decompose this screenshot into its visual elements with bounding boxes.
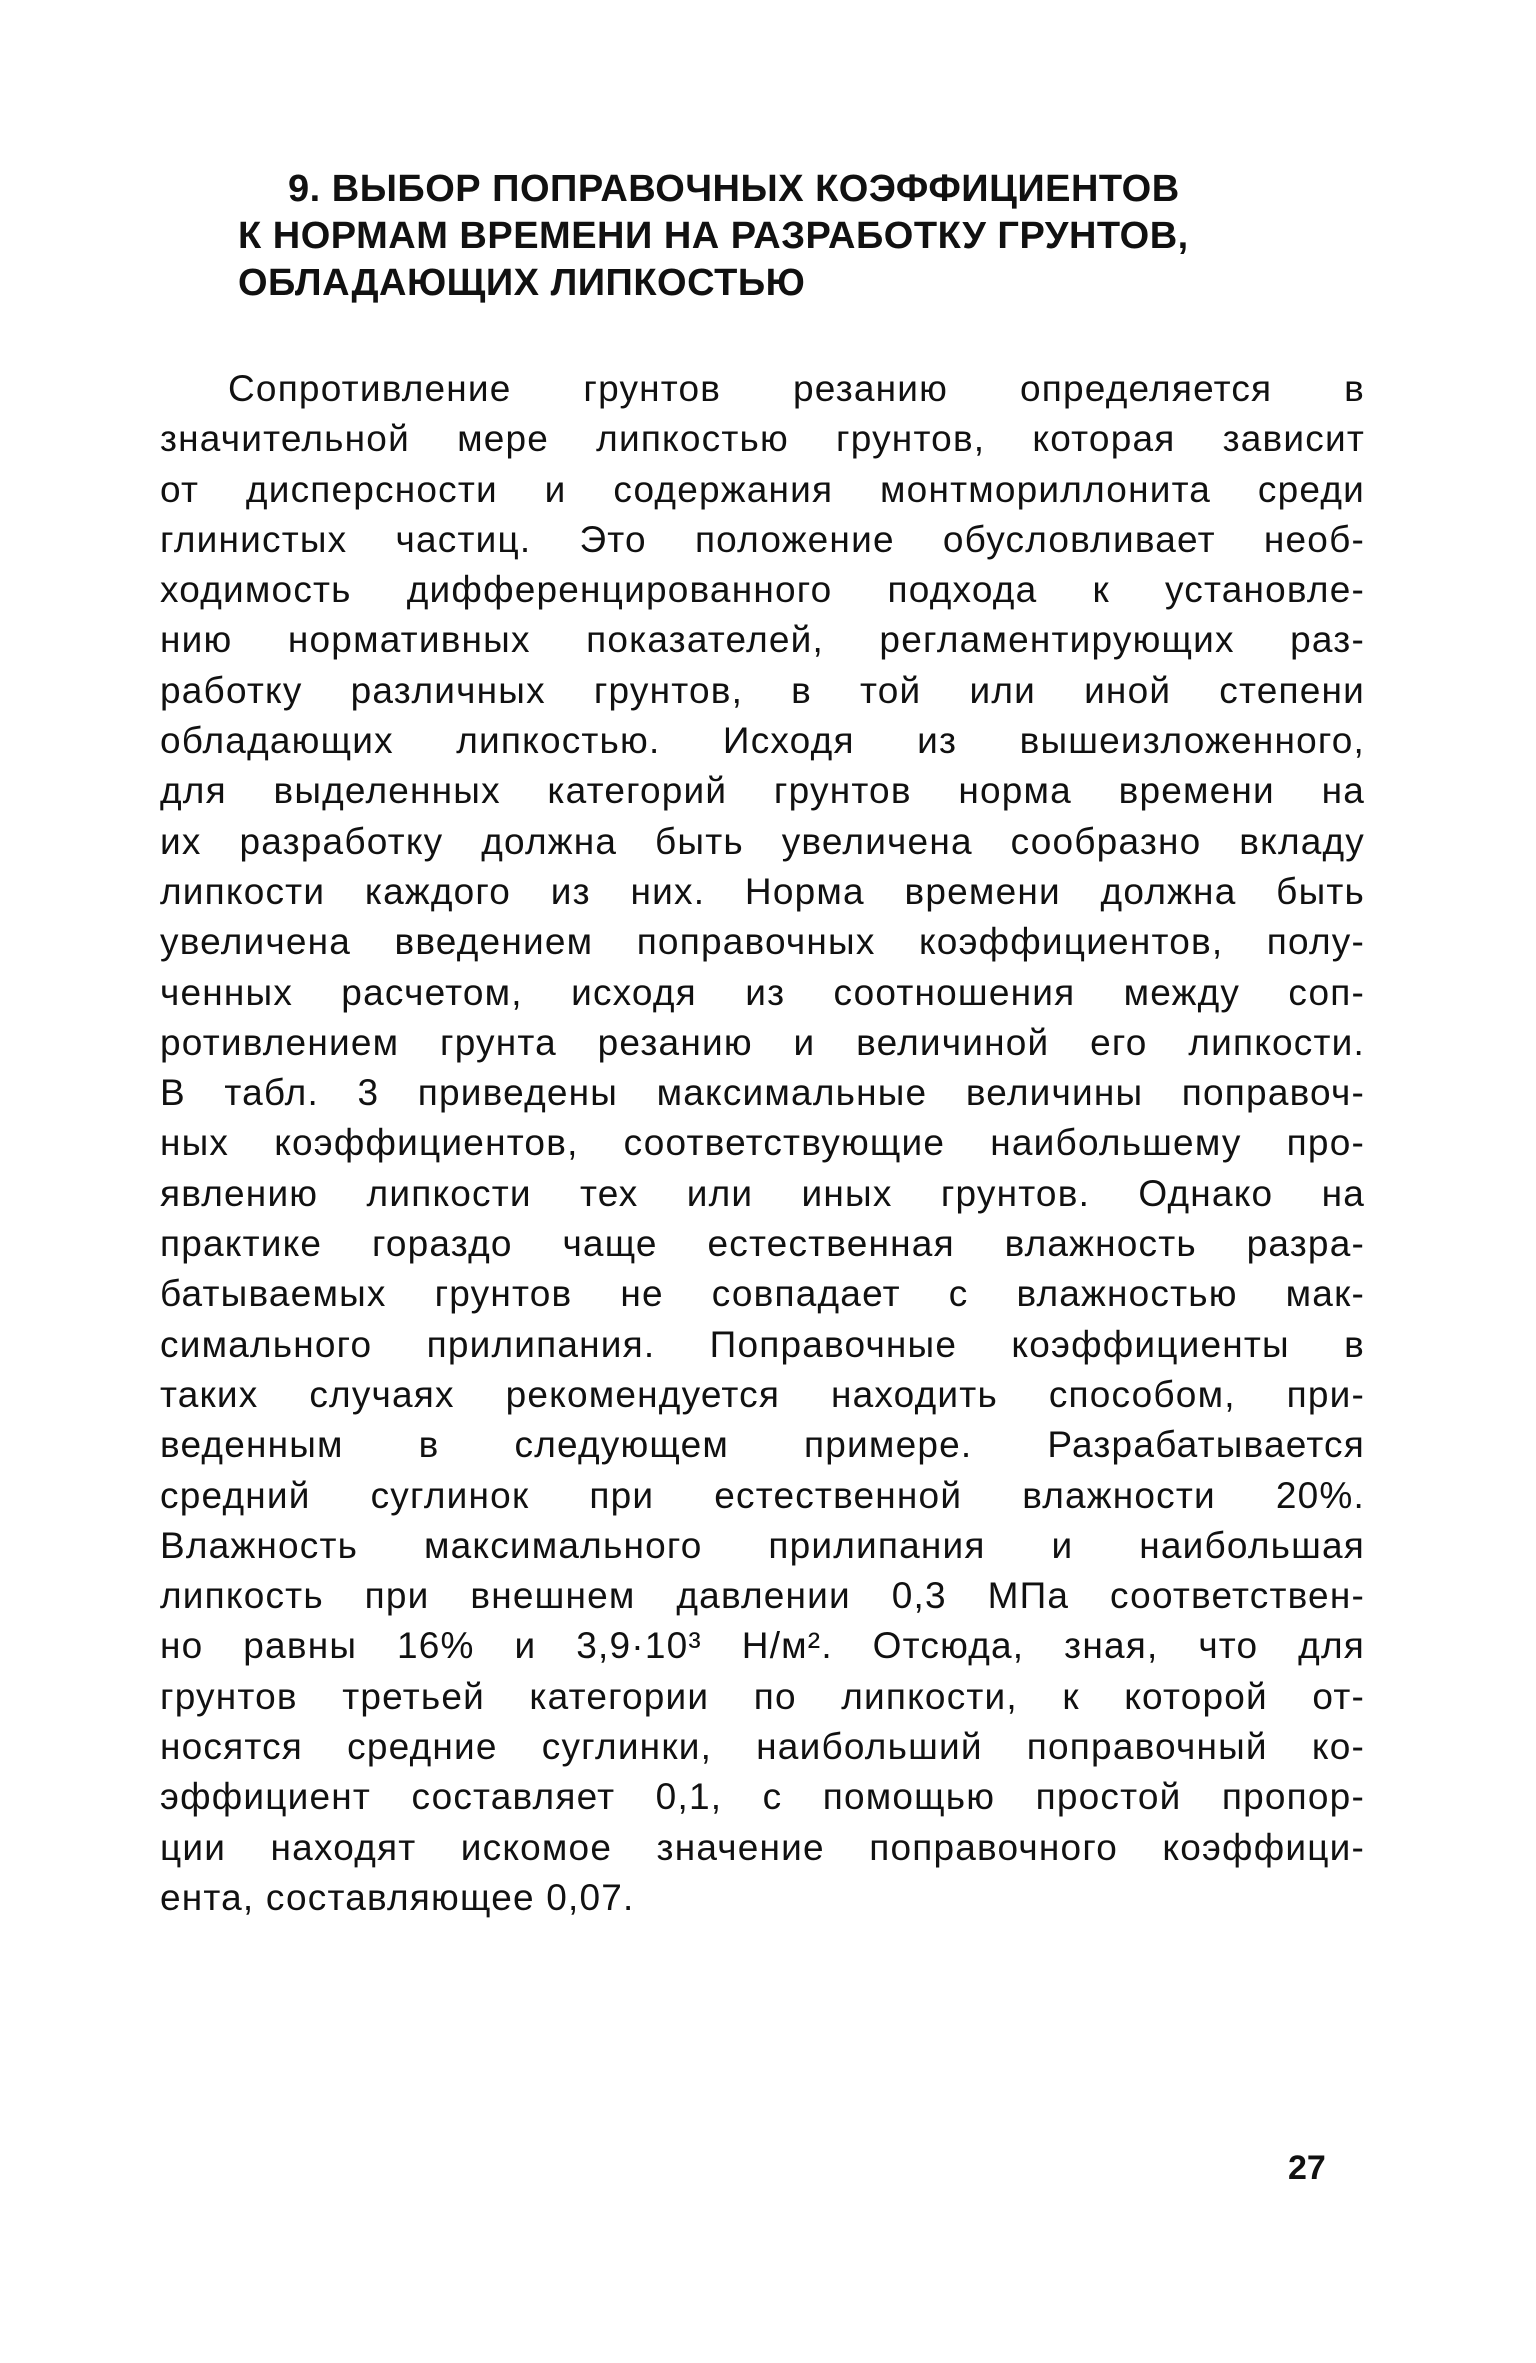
- text-line: ротивлением грунта резанию и величиной его липкости.: [160, 1021, 1365, 1063]
- text-line: таких случаях рекомендуется находить способом, при-: [160, 1373, 1365, 1415]
- heading-line: К НОРМАМ ВРЕМЕНИ НА РАЗРАБОТКУ ГРУНТОВ,: [238, 215, 1189, 257]
- text-line: явлению липкости тех или иных грунтов. Однако на: [160, 1172, 1365, 1214]
- section-heading: [238, 166, 1258, 307]
- text-line: их разработку должна быть увеличена сообразно вкладу: [160, 820, 1365, 862]
- text-line: практике гораздо чаще естественная влажность разра-: [160, 1223, 1365, 1265]
- text-line: средний суглинок при естественной влажности 20%.: [160, 1474, 1365, 1516]
- text-line: ных коэффициентов, соответствующие наибольшему про-: [160, 1122, 1365, 1164]
- text-line: обладающих липкостью. Исходя из вышеизложенного,: [160, 720, 1365, 762]
- text-line: ченных расчетом, исходя из соотношения между соп-: [160, 971, 1365, 1013]
- text-line: ента, составляющее 0,07.: [160, 1876, 635, 1918]
- text-line: для выделенных категорий грунтов норма времени на: [160, 770, 1365, 812]
- body-paragraph: [160, 364, 1365, 1923]
- text-line: носятся средние суглинки, наибольший поправочный ко-: [160, 1726, 1365, 1768]
- text-line: работку различных грунтов, в той или иной степени: [160, 669, 1365, 711]
- text-line: увеличена введением поправочных коэффициентов, полу-: [160, 921, 1365, 963]
- text-line: но равны 16% и 3,9·10³ Н/м². Отсюда, зная, что для: [160, 1625, 1365, 1667]
- text-line: веденным в следующем примере. Разрабатывается: [160, 1424, 1365, 1466]
- text-line: от дисперсности и содержания монтмориллонита среди: [160, 468, 1365, 510]
- page-number: 27: [1288, 2149, 1326, 2187]
- text-line: В табл. 3 приведены максимальные величины поправоч-: [160, 1072, 1365, 1114]
- heading-line: ОБЛАДАЮЩИХ ЛИПКОСТЬЮ: [238, 262, 806, 304]
- heading-line: 9. ВЫБОР ПОПРАВОЧНЫХ КОЭФФИЦИЕНТОВ: [288, 168, 1180, 210]
- text-line: ходимость дифференцированного подхода к установле-: [160, 569, 1365, 611]
- text-line: глинистых частиц. Это положение обусловливает необ-: [160, 518, 1365, 560]
- text-line: нию нормативных показателей, регламентирующих раз-: [160, 619, 1365, 661]
- text-line: липкости каждого из них. Норма времени должна быть: [160, 870, 1365, 912]
- text-line: Влажность максимального прилипания и наибольшая: [160, 1524, 1365, 1566]
- text-line: батываемых грунтов не совпадает с влажностью мак-: [160, 1273, 1365, 1315]
- text-line: грунтов третьей категории по липкости, к которой от-: [160, 1675, 1365, 1717]
- text-line: эффициент составляет 0,1, с помощью простой пропор-: [160, 1776, 1365, 1818]
- text-line: липкость при внешнем давлении 0,3 МПа соответствен-: [160, 1575, 1365, 1617]
- text-line: ции находят искомое значение поправочного коэффици-: [160, 1826, 1365, 1868]
- text-line: симального прилипания. Поправочные коэффициенты в: [160, 1323, 1365, 1365]
- text-line: значительной мере липкостью грунтов, которая зависит: [160, 418, 1365, 460]
- text-line: Сопротивление грунтов резанию определяется в: [228, 368, 1365, 409]
